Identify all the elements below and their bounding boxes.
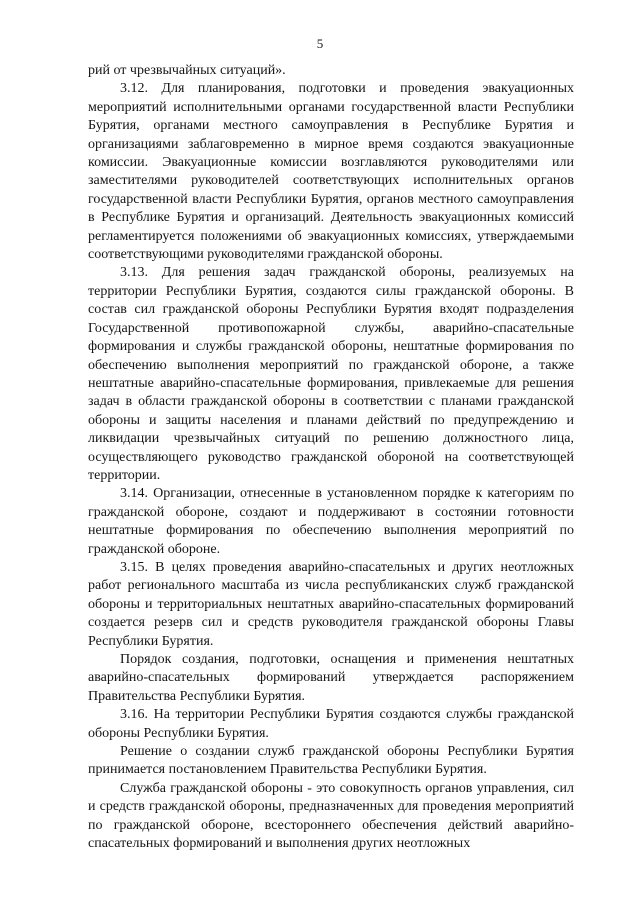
paragraph-3-12: 3.12. Для планирования, подготовки и проведения эвакуационных мероприятий исполнительными органами государственной власти Республики Бурятия, органами местного самоуправления в Республике Бурятия и организациями заблаговременно в мирное время создаются эвакуационные комиссии. Эвакуационные комиссии возглавляются руководителями или заместителями руководителей соответствующих исполнительных органов государственной власти Республики Бурятия, органов местного самоуправления в Республике Бурятия и организаций. Деятельность эвакуационных комиссий регламентируется положениями об эвакуационных комиссиях, утверждаемыми соответствующими руководителями гражданской обороны. [88,81,574,263]
paragraph-formations-procedure: Порядок создания, подготовки, оснащения и применения нештатных аварийно-спасательных формирований утверждается распоряжением Правительства Республики Бурятия. [88,652,574,704]
paragraph-continued: рий от чрезвычайных ситуаций». [88,63,286,78]
paragraph-service-definition: Служба гражданской обороны - это совокупность органов управления, сил и средств гражданской обороны, предназначенных для проведения мероприятий по гражданской обороне, всестороннего обеспечения действий аварийно-спасательных формирований и выполнения других неотложных [88,780,574,852]
paragraph-3-14: 3.14. Организации, отнесенные в установленном порядке к категориям по гражданской обороне, создают и поддерживают в состоянии готовности нештатные формирования по обеспечению выполнения мероприятий по гражданской обороне. [88,486,574,557]
document-body [88,62,574,853]
paragraph-3-13: 3.13. Для решения задач гражданской обороны, реализуемых на территории Республики Бурятия, создаются силы гражданской обороны. В состав сил гражданской обороны Республики Бурятия входят подразделения Государственной противопожарной службы, аварийно-спасательные формирования и службы гражданской обороны, нештатные формирования по обеспечению выполнения мероприятий по гражданской обороне, а также нештатные аварийно-спасательные формирования, привлекаемые для решения задач в области гражданской обороны в соответствии с планами гражданской обороны и защиты населения и планами действий по предупреждению и ликвидации чрезвычайных ситуаций по решению должностного лица, осуществляющего руководство гражданской обороной на соответствующей территории. [88,265,574,483]
paragraph-3-16: 3.16. На территории Республики Бурятия создаются службы гражданской обороны Республики Бурятия. [88,707,574,741]
paragraph-services-decision: Решение о создании служб гражданской обороны Республики Бурятия принимается постановлением Правительства Республики Бурятия. [88,744,574,778]
page-number: 5 [316,36,324,51]
paragraph-3-15: 3.15. В целях проведения аварийно-спасательных и других неотложных работ регионального масштаба из числа республиканских служб гражданской обороны и территориальных нештатных аварийно-спасательных формирований создается резерв сил и средств руководителя гражданской обороны Главы Республики Бурятия. [88,559,574,649]
